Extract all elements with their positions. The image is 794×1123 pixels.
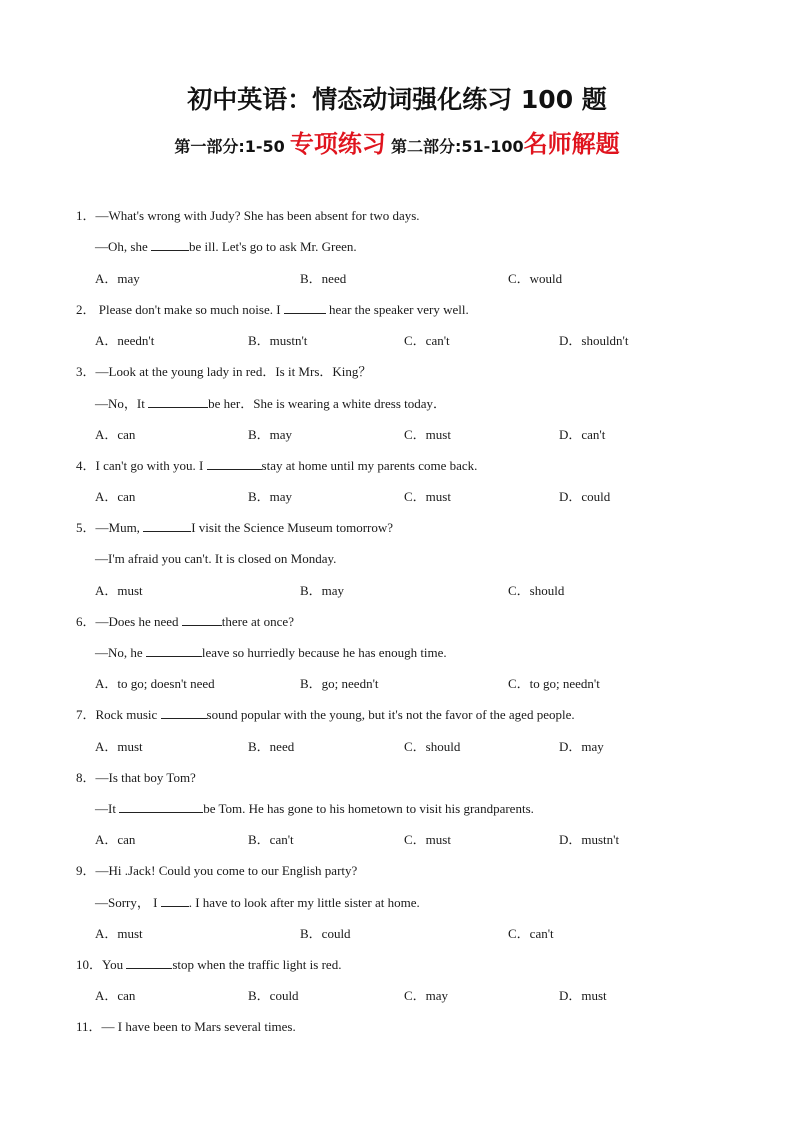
reply-text: —Sorry， I [95, 895, 161, 910]
question-10-option-c: C．may [404, 988, 449, 1003]
question-text: Rock music [95, 707, 161, 722]
question-number: 10． [76, 957, 103, 972]
answer-blank [161, 895, 189, 907]
question-3-option-b: B．may [248, 427, 293, 442]
reply-text: leave so hurriedly because he has enough time. [201, 645, 447, 660]
part2-label: 第二部分:51-100 [390, 137, 524, 156]
question-text: sound popular with the young, but it's not the favor of the aged people. [206, 707, 575, 722]
question-number: 6． [76, 614, 96, 629]
question-4-option-c: C．must [404, 489, 451, 504]
part2-tag: 名师解题 [523, 130, 620, 158]
question-6-option-a: A．to go; doesn't need [95, 676, 215, 691]
question-11-stem [76, 1019, 296, 1035]
reply-text: —Oh, she [95, 239, 151, 254]
question-text: —Does he need [95, 614, 182, 629]
answer-blank [151, 239, 189, 251]
question-4-option-a: A．can [95, 489, 136, 504]
question-8-option-c: C．must [404, 832, 451, 847]
question-number: 11． [76, 1019, 102, 1034]
question-number: 9． [76, 863, 96, 878]
question-text: — I have been to Mars several times. [101, 1019, 296, 1034]
question-number: 2． [76, 302, 96, 317]
question-7-option-a: A．must [95, 739, 143, 754]
question-text: —What's wrong with Judy? She has been absent for two days. [95, 208, 420, 223]
question-2-option-b: B．mustn't [248, 333, 308, 348]
part1-label: 第一部分:1-50 [174, 137, 285, 156]
question-6-stem [76, 614, 294, 630]
question-1-option-b: B．need [300, 271, 347, 286]
answer-blank [284, 302, 326, 314]
question-5-reply: —I'm afraid you can't. It is closed on Monday. [95, 551, 337, 566]
question-number: 1． [76, 208, 96, 223]
answer-blank [161, 707, 207, 719]
question-10-option-b: B．could [248, 988, 299, 1003]
question-text: —Is that boy Tom? [95, 770, 196, 785]
reply-text: . I have to look after my little sister at home. [188, 895, 420, 910]
reply-text: —It [95, 801, 120, 816]
question-8-option-b: B．can't [248, 832, 294, 847]
question-1-reply [95, 239, 357, 255]
question-3-stem [76, 364, 371, 380]
question-9-option-b: B．could [300, 926, 351, 941]
question-9-option-a: A．must [95, 926, 143, 941]
answer-blank [182, 614, 222, 626]
question-2-option-c: C．can't [404, 333, 450, 348]
reply-text: be her．She is wearing a white dress today． [208, 396, 447, 411]
question-7-stem [76, 707, 575, 723]
question-3-option-c: C．must [404, 427, 451, 442]
question-9-reply [95, 895, 420, 911]
question-5-stem [76, 520, 393, 536]
answer-blank [207, 458, 262, 470]
question-7-option-b: B．need [248, 739, 295, 754]
question-6-option-b: B．go; needn't [300, 676, 379, 691]
question-1-stem [76, 208, 420, 224]
question-text: —Hi .Jack! Could you come to our English party? [95, 863, 358, 878]
question-text: Please don't make so much noise. I [95, 302, 284, 317]
question-1-option-c: C．would [508, 271, 563, 286]
question-text: I visit the Science Museum tomorrow? [191, 520, 394, 535]
page-title: 初中英语：情态动词强化练习 100 题 [187, 85, 607, 114]
question-3-reply [95, 396, 446, 412]
question-9-stem [76, 863, 357, 879]
reply-text: —No, he [95, 645, 146, 660]
question-text: I can't go with you. I [95, 458, 207, 473]
question-5-option-a: A．must [95, 583, 143, 598]
question-text: stay at home until my parents come back. [261, 458, 478, 473]
answer-blank [148, 396, 208, 408]
question-number: 8． [76, 770, 96, 785]
question-8-option-d: D．mustn't [559, 832, 620, 847]
question-5-option-b: B．may [300, 583, 345, 598]
question-4-stem [76, 458, 477, 474]
question-10-option-a: A．can [95, 988, 136, 1003]
answer-blank [119, 801, 203, 813]
question-7-option-d: D．may [559, 739, 604, 754]
question-text: —Look at the young lady in red．Is it Mrs．King？ [95, 364, 372, 379]
question-number: 4． [76, 458, 96, 473]
question-3-option-d: D．can't [559, 427, 606, 442]
answer-blank [146, 645, 202, 657]
question-9-option-c: C．can't [508, 926, 554, 941]
question-1-option-a: A．may [95, 271, 140, 286]
question-text: there at once? [221, 614, 294, 629]
question-5-option-c: C．should [508, 583, 565, 598]
question-text: hear the speaker very well. [325, 302, 469, 317]
question-8-reply [95, 801, 534, 817]
question-2-option-d: D．shouldn't [559, 333, 629, 348]
question-number: 3． [76, 364, 96, 379]
question-text: —Mum, [95, 520, 144, 535]
reply-text: be ill. Let's go to ask Mr. Green. [188, 239, 357, 254]
question-4-option-b: B．may [248, 489, 293, 504]
question-number: 5． [76, 520, 96, 535]
question-6-reply [95, 645, 447, 661]
question-2-stem [76, 302, 469, 318]
question-4-option-d: D．could [559, 489, 611, 504]
part1-tag: 专项练习 [289, 130, 386, 158]
reply-text: be Tom. He has gone to his hometown to visit his grandparents. [203, 801, 534, 816]
answer-blank [126, 957, 172, 969]
question-text: stop when the traffic light is red. [172, 957, 342, 972]
question-2-option-a: A．needn't [95, 333, 155, 348]
page-subtitle [0, 124, 794, 159]
question-text: You [102, 957, 127, 972]
reply-text: —No，It [95, 396, 149, 411]
question-8-stem [76, 770, 196, 786]
question-number: 7． [76, 707, 96, 722]
question-8-option-a: A．can [95, 832, 136, 847]
question-10-option-d: D．must [559, 988, 607, 1003]
question-3-option-a: A．can [95, 427, 136, 442]
question-7-option-c: C．should [404, 739, 461, 754]
question-10-stem [76, 957, 341, 973]
question-6-option-c: C．to go; needn't [508, 676, 600, 691]
answer-blank [143, 520, 191, 532]
